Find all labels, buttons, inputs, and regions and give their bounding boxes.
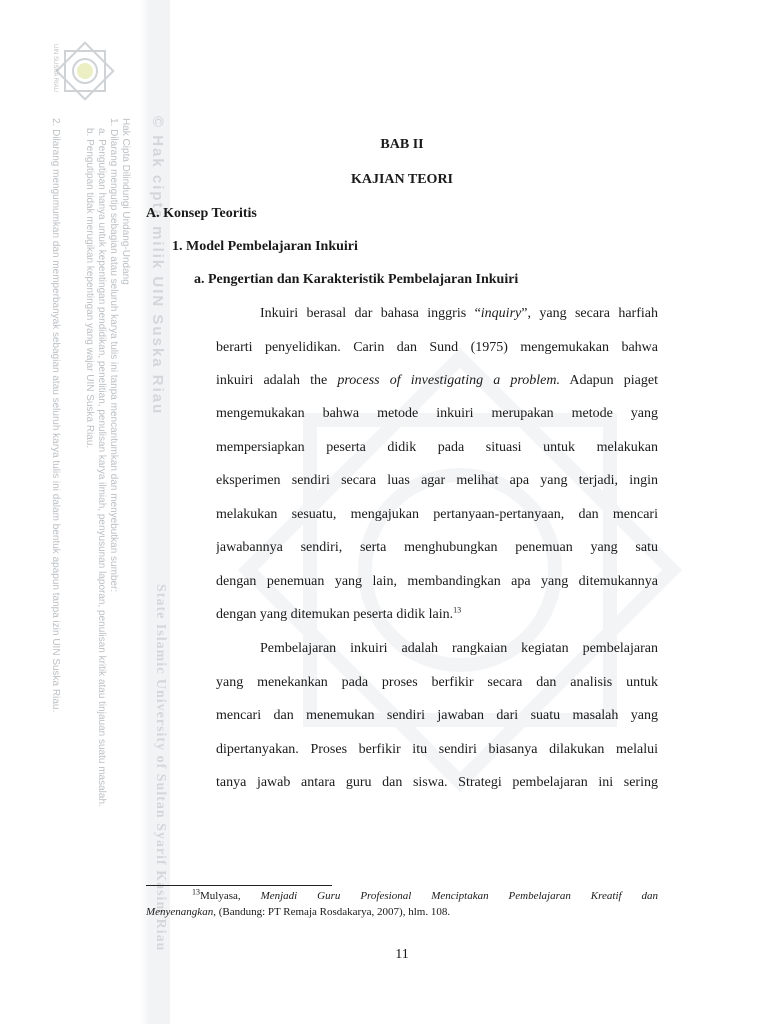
paragraph-line: mempersiapkan peserta didik pada situasi untuk melakukan bbox=[216, 440, 658, 455]
page-number: 11 bbox=[395, 947, 409, 962]
footnote-line: Menyenangkan, (Bandung: PT Remaja Rosdakarya, 2007), hlm. 108. bbox=[146, 906, 451, 918]
paragraph-line: Pembelajaran inkuiri adalah rangkaian kegiatan pembelajaran bbox=[260, 641, 658, 656]
paragraph-line: melakukan sesuatu, mengajukan pertanyaan-pertanyaan, dan mencari bbox=[216, 507, 658, 522]
paragraph-line: dengan penemuan yang lain, membandingkan apa yang ditemukannya bbox=[216, 574, 658, 589]
paragraph-line: mencari dan menemukan sendiri jawaban dari suatu masalah yang bbox=[216, 708, 658, 723]
paragraph-line: dengan yang ditemukan peserta didik lain.$^{13}$ bbox=[216, 607, 462, 622]
paragraph-line: yang menekankan pada proses berfikir secara dan analisis untuk bbox=[216, 675, 658, 690]
chapter-title: KAJIAN TEORI bbox=[350, 172, 454, 187]
footnote-line: $^{13}$Mulyasa, Menjadi Guru Profesional Menciptakan Pembelajaran Kreatif dan bbox=[192, 887, 658, 902]
subsection-heading: 1. Model Pembelajaran Inkuiri bbox=[172, 239, 358, 254]
logo-caption: UIN SUSKA RIAU bbox=[52, 44, 58, 93]
section-heading: A. Konsep Teoritis bbox=[146, 206, 257, 221]
law-clause-1b: b. Pengutipan tidak merugikan kepentingan yang wajar UIN Suska Riau. bbox=[84, 128, 95, 449]
law-clause-1a: a. Pengutipan hanya untuk kepentingan pendidikan, penelitian, penulisan karya ilmiah, penyusunan laporan, penulisan kritik atau tinjauan suatu masalah. bbox=[96, 128, 107, 807]
law-clause-2: 2. Dilarang mengumumkan dan memperbanyak sebagian atau seluruh karya tulis ini dalam bentuk apapun tanpa izin UIN Suska Riau. bbox=[50, 118, 61, 713]
paragraph-line: eksperimen sendiri secara luas agar melihat apa yang terjadi, ingin bbox=[216, 473, 658, 488]
law-clause-1: 1. Dilarang mengutip sebagian atau seluruh karya tulis ini tanpa mencantumkan dan menyebutkan sumber: bbox=[108, 118, 119, 593]
subsubsection-heading: a. Pengertian dan Karakteristik Pembelajaran Inkuiri bbox=[194, 272, 519, 287]
paragraph-line: dipertanyakan. Proses berfikir itu sendiri biasanya dilakukan melalui bbox=[216, 742, 658, 757]
law-heading: Hak Cipta Dilindungi Undang-Undang bbox=[120, 118, 131, 285]
paragraph-line: Inkuiri berasal dar bahasa inggris “inquiry”, yang secara harfiah bbox=[260, 306, 658, 321]
paragraph-line: berarti penyelidikan. Carin dan Sund (1975) mengemukakan bahwa bbox=[216, 340, 658, 355]
institution-name: State Islamic University of Sultan Syarif Kasim Riau bbox=[153, 584, 168, 952]
paragraph-line: tanya jawab antara guru dan siswa. Strategi pembelajaran ini sering bbox=[216, 775, 658, 790]
footnote-divider bbox=[146, 885, 332, 886]
copyright-title: © Hak cipta milik UIN Suska Riau bbox=[149, 116, 166, 416]
chapter-number: BAB II bbox=[380, 137, 424, 152]
paragraph-line: inkuiri adalah the process of investigating a problem. Adapun piaget bbox=[216, 373, 658, 388]
paragraph-line: mengemukakan bahwa metode inkuiri merupakan metode yang bbox=[216, 406, 658, 421]
paragraph-line: jawabannya sendiri, serta menghubungkan penemuan yang satu bbox=[216, 540, 658, 555]
footnote-ref[interactable]: 13 bbox=[453, 607, 462, 615]
